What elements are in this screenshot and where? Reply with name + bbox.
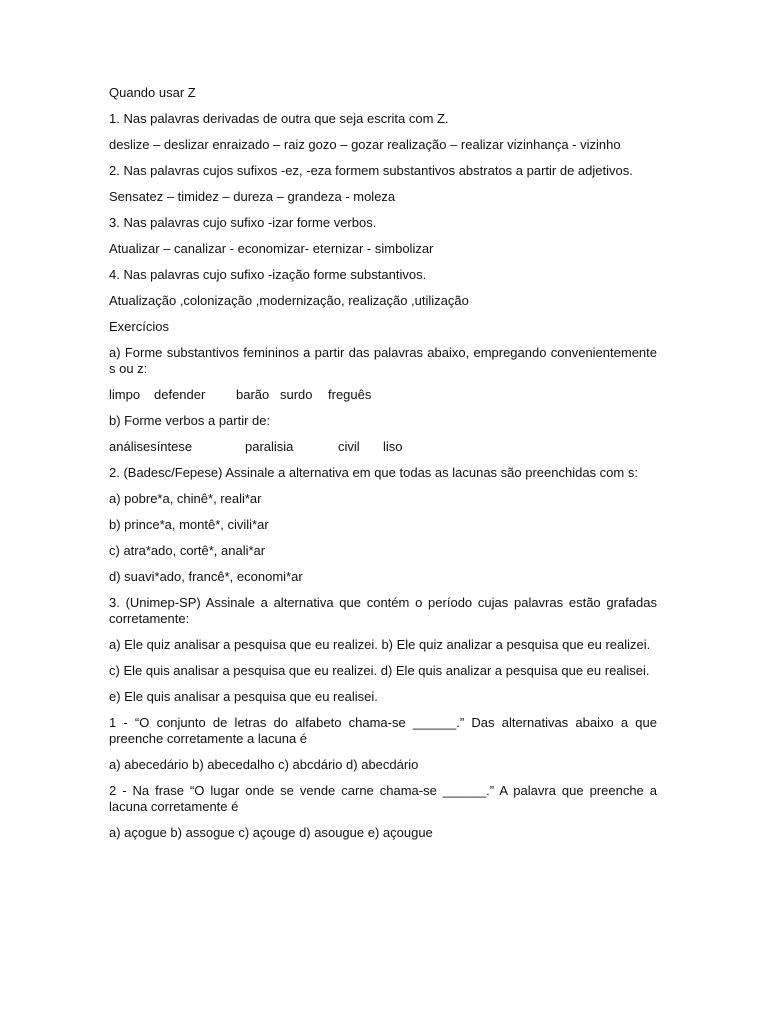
exercise-b-words: [109, 439, 657, 455]
question-butcher: 2 - Na frase “O lugar onde se vende carne chama-se ______.” A palavra que preenche a lacuna corretamente é: [109, 783, 657, 814]
word-item: defender: [154, 387, 206, 402]
exercise-a: a) Forme substantivos femininos a partir das palavras abaixo, empregando convenientemente s ou z:: [109, 345, 657, 376]
question-2-option-d: d) suavi*ado, francê*, economi*ar: [109, 569, 303, 584]
word-item: limpo: [109, 387, 141, 402]
exercise-b: b) Forme verbos a partir de:: [109, 413, 271, 428]
word-item: freguês: [328, 387, 372, 402]
question-2-option-b: b) prince*a, montê*, civili*ar: [109, 517, 269, 532]
document-page: [109, 85, 657, 851]
rule-3-examples: Atualizar – canalizar - economizar- eternizar - simbolizar: [109, 241, 434, 256]
question-alphabet-options: a) abecedário b) abecedalho c) abcdário d) abecdário: [109, 757, 419, 772]
word-item: civil: [338, 439, 360, 454]
rule-3: 3. Nas palavras cujo sufixo -izar forme verbos.: [109, 215, 377, 230]
rule-2-examples: Sensatez – timidez – dureza – grandeza - moleza: [109, 189, 396, 204]
rule-4-examples: Atualização ,colonização ,modernização, realização ,utilização: [109, 293, 469, 308]
question-3: 3. (Unimep-SP) Assinale a alternativa que contém o período cujas palavras estão grafadas corretamente:: [109, 595, 657, 626]
word-item: análisesíntese: [109, 439, 193, 454]
rule-2: 2. Nas palavras cujos sufixos -ez, -eza formem substantivos abstratos a partir de adjetivos.: [109, 163, 633, 178]
question-2-option-c: c) atra*ado, cortê*, anali*ar: [109, 543, 266, 558]
rule-1: 1. Nas palavras derivadas de outra que seja escrita com Z.: [109, 111, 449, 126]
word-item: paralisia: [245, 439, 294, 454]
question-3-option-e: e) Ele quis analisar a pesquisa que eu realisei.: [109, 689, 378, 704]
word-item: liso: [383, 439, 403, 454]
question-butcher-options: a) açogue b) assogue c) açouge d) asougue e) açougue: [109, 825, 433, 840]
word-item: barão: [236, 387, 270, 402]
rule-4: 4. Nas palavras cujo sufixo -ização forme substantivos.: [109, 267, 427, 282]
exercises-heading: Exercícios: [109, 319, 169, 334]
question-alphabet: 1 - “O conjunto de letras do alfabeto chama-se ______.” Das alternativas abaixo a que preenche corretamente a lacuna é: [109, 715, 657, 746]
question-2: 2. (Badesc/Fepese) Assinale a alternativa em que todas as lacunas são preenchidas com s:: [109, 465, 638, 480]
question-3-options-cd: c) Ele quis analisar a pesquisa que eu realizei. d) Ele quis analizar a pesquisa que eu realisei.: [109, 663, 650, 678]
doc-title: Quando usar Z: [109, 85, 196, 100]
question-3-options-ab: a) Ele quiz analisar a pesquisa que eu realizei. b) Ele quiz analizar a pesquisa que eu realizei.: [109, 637, 651, 652]
exercise-a-words: [109, 387, 657, 403]
word-item: surdo: [280, 387, 313, 402]
rule-1-examples: deslize – deslizar enraizado – raiz gozo – gozar realização – realizar vizinhança - vizinho: [109, 137, 621, 152]
question-2-option-a: a) pobre*a, chinê*, reali*ar: [109, 491, 262, 506]
